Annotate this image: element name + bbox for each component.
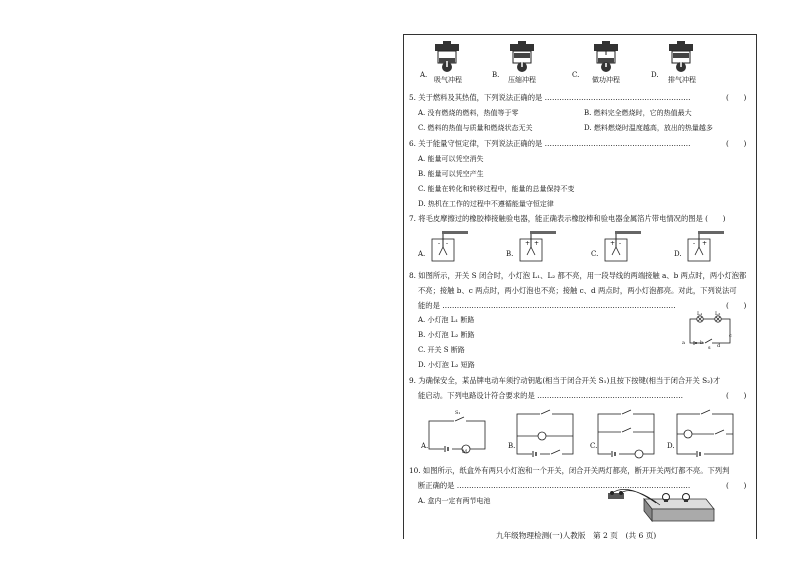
svg-text:-: -	[446, 240, 449, 247]
q4-option-label: 压缩冲程	[508, 76, 536, 84]
electroscope-c	[601, 227, 643, 263]
q8-option: D. 小灯泡 L₂ 短路	[418, 361, 475, 369]
q7-option-letter: C.	[591, 250, 599, 258]
q10-box-diagram	[594, 487, 714, 523]
q8-stem-line: 8. 如图所示，开关 S 闭合时，小灯泡 L₁、L₂ 都不亮，用一段导线的两端接触 a、b 两点时，两小灯泡都	[409, 271, 747, 280]
q8-lamp-label: L₁	[697, 311, 703, 317]
q4-option-letter: C.	[572, 71, 580, 79]
q5-option: C. 燃料的热值与质量和燃烧状态无关	[418, 124, 533, 132]
electroscope-a	[428, 227, 470, 263]
q5-option: B. 燃料完全燃烧时，它的热值最大	[584, 109, 692, 117]
page-footer: 九年级物理检测(一)人教版 第 2 页 (共 6 页)	[496, 531, 657, 540]
answer-paren: ( )	[726, 93, 747, 102]
q5-option: D. 燃料燃烧时温度越高，放出的热量越多	[584, 124, 713, 132]
q5-stem: 5. 关于燃料及其热值，下列说法正确的是 ……………………………………………………	[409, 93, 691, 102]
q9-option-letter: B.	[508, 442, 516, 450]
q9-stem-line: 能启动。下列电路设计符合要求的是 ……………………………………………………	[418, 391, 684, 400]
svg-text:+: +	[610, 240, 616, 247]
q8-option: B. 小灯泡 L₂ 断路	[418, 331, 475, 339]
q10-option: A. 盒内一定有两节电池	[418, 497, 491, 505]
svg-text:-: -	[438, 240, 441, 247]
q10-stem-line: 断正确的是 ……………………………………………………………………………………	[418, 481, 691, 490]
circuit-diagram-c	[595, 410, 659, 458]
q9-stem-line: 9. 为确保安全，某品牌电动车须拧动钥匙(相当于闭合开关 S₁)且按下按键(相当于闭合开关 S₂)才	[409, 376, 721, 385]
svg-text:+: +	[702, 240, 708, 247]
q9-option-letter: D.	[667, 442, 675, 450]
q8-option: C. 开关 S 断路	[418, 346, 465, 354]
engine-diagram-a	[432, 41, 462, 73]
circuit-diagram-b	[514, 410, 578, 458]
q6-option: C. 能量在转化和转移过程中，能量的总量保持不变	[418, 185, 575, 193]
electroscope-d	[684, 227, 726, 263]
q4-option-label: 吸气冲程	[434, 76, 462, 84]
q6-option: B. 能量可以凭空产生	[418, 170, 484, 178]
engine-diagram-d	[666, 41, 696, 73]
engine-diagram-b	[507, 41, 537, 73]
engine-diagram-c	[591, 41, 621, 73]
answer-paren: ( )	[726, 391, 747, 400]
q8-stem-line: 能的是 ……………………………………………………………………………………	[418, 301, 676, 310]
circuit-diagram-d	[674, 410, 738, 458]
answer-paren: ( )	[726, 301, 747, 310]
q7-option-letter: A.	[418, 250, 426, 258]
exam-page	[403, 34, 757, 539]
q4-option-letter: D.	[651, 71, 659, 79]
q4-option-letter: A.	[420, 71, 428, 79]
q4-option-label: 排气冲程	[668, 76, 696, 84]
q4-option-label: 做功冲程	[592, 76, 620, 84]
q9-option-letter: A.	[421, 442, 429, 450]
q8-point-label: a	[682, 340, 685, 346]
q8-option: A. 小灯泡 L₁ 断路	[418, 316, 475, 324]
svg-text:+: +	[525, 240, 531, 247]
q8-point-label: d	[717, 343, 721, 349]
q10-stem-line: 10. 如图所示，纸盒外有两只小灯泡和一个开关，闭合开关两灯都亮，断开开关两灯都不亮。下列判	[409, 466, 730, 475]
svg-text:-: -	[693, 240, 696, 247]
q6-stem: 6. 关于能量守恒定律，下列说法正确的是 ……………………………………………………	[409, 139, 691, 148]
q8-circuit-diagram	[684, 311, 738, 351]
q8-point-label: b	[700, 340, 704, 346]
q5-option: A. 没有燃烧的燃料，热值等于零	[418, 109, 519, 117]
svg-text:-: -	[619, 240, 622, 247]
circuit-diagram-a	[426, 415, 490, 455]
circuit-switch-label: S₁	[455, 410, 461, 416]
q8-stem-line: 不亮；接触 b、c 两点时，两小灯泡也不亮；接触 c、d 两点时，两小灯泡都亮。对此，下列说法可	[418, 286, 737, 295]
q8-switch-label: s	[708, 345, 711, 351]
q7-stem: 7. 将毛皮摩擦过的橡胶棒接触验电器，能正确表示橡胶棒和验电器金属箔片带电情况的图是 ( )	[409, 214, 726, 223]
q8-lamp-label: L₂	[715, 311, 721, 317]
circuit-motor-label: M	[462, 449, 468, 455]
q7-option-letter: D.	[674, 250, 682, 258]
electroscope-b	[516, 227, 558, 263]
q9-option-letter: C.	[590, 442, 598, 450]
svg-text:+: +	[534, 240, 540, 247]
q4-option-letter: B.	[492, 71, 500, 79]
answer-paren: ( )	[726, 139, 747, 148]
q7-option-letter: B.	[506, 250, 514, 258]
q6-option: D. 热机在工作的过程中不遵循能量守恒定律	[418, 200, 554, 208]
answer-paren: ( )	[726, 481, 747, 490]
q8-point-label: c	[729, 333, 732, 339]
q6-option: A. 能量可以凭空消失	[418, 155, 484, 163]
